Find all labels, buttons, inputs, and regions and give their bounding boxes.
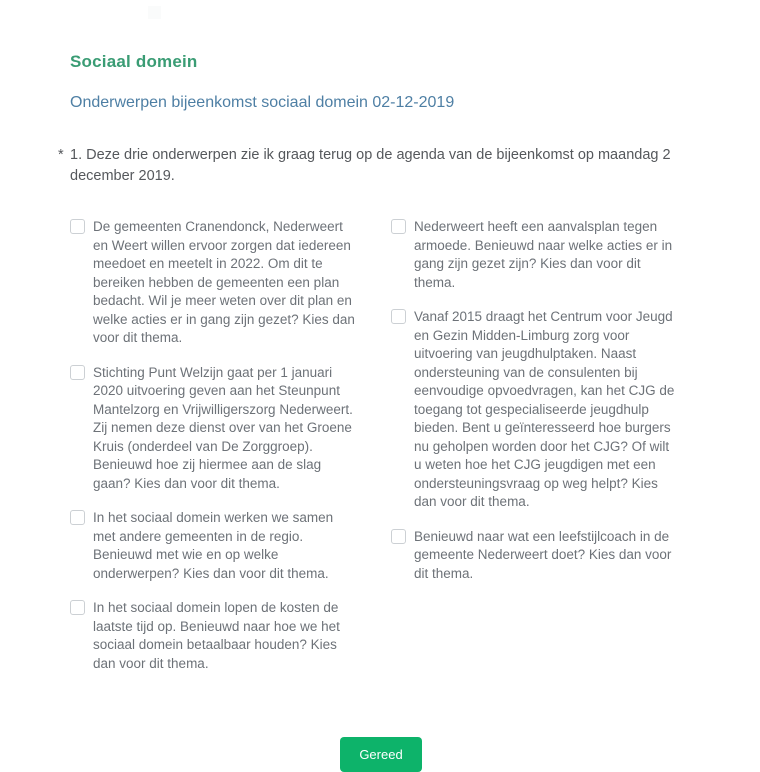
done-button[interactable]: Gereed — [340, 737, 421, 772]
answer-option-7[interactable] — [391, 528, 692, 584]
answer-option-label: De gemeenten Cranendonck, Nederweert en Weert willen ervoor zorgen dat iedereen meedoet en meetelt in 2022. Om dit te bereiken hebben de gemeenten een plan bedacht. Wil je meer weten over dit plan en welke acties er in gang zijn gezet? Kies dan voor dit thema. — [93, 219, 355, 346]
checkbox-icon[interactable] — [70, 600, 85, 615]
survey-title: Sociaal domein — [70, 52, 198, 71]
page-title: Onderwerpen bijeenkomst sociaal domein 02-12-2019 — [70, 94, 455, 111]
checkbox-icon[interactable] — [391, 219, 406, 234]
answer-option-4[interactable] — [70, 599, 371, 673]
question-label: 1. Deze drie onderwerpen zie ik graag terug op de agenda van de bijeenkomst op maandag 2 december 2019. — [70, 147, 671, 184]
question-heading — [58, 145, 692, 186]
answer-option-label: In het sociaal domein werken we samen met andere gemeenten in de regio. Benieuwd met wie en op welke onderwerpen? Kies dan voor dit thema. — [93, 510, 334, 581]
answer-option-3[interactable] — [70, 509, 371, 583]
answer-option-label: Stichting Punt Welzijn gaat per 1 januari 2020 uitvoering geven aan het Steunpunt Mantelzorg en Vrijwilligerszorg Nederweert. Zij nemen deze dienst over van het Groene Kruis (onderdeel van De Zorggroep). Benieuwd hoe zij hiermee aan de slag gaan? Kies dan voor dit thema. — [93, 364, 353, 491]
answer-option-2[interactable] — [70, 364, 371, 494]
checkbox-icon[interactable] — [70, 510, 85, 525]
faded-logo-placeholder — [148, 6, 161, 19]
options-column-right — [391, 218, 692, 689]
answer-option-label: Vanaf 2015 draagt het Centrum voor Jeugd en Gezin Midden-Limburg zorg voor uitvoering van jeugdhulptaken. Naast ondersteuning van de consulenten bij eenvoudige opvoedvragen, kan het CJG de toegang tot gespecialiseerde jeugdhulp bieden. Bent u geïnteresseerd hoe burgers nu geholpen worden door het CJG? Of wilt u weten hoe het CJG jeugdigen met een ondersteuningsvraag op weg helpt? Kies dan voor dit thema. — [414, 309, 675, 510]
answer-options — [70, 218, 692, 689]
answer-option-label: Benieuwd naar wat een leefstijlcoach in de gemeente Nederweert doet? Kies dan voor dit thema. — [414, 528, 672, 581]
footer — [70, 737, 692, 772]
options-column-left — [70, 218, 371, 689]
checkbox-icon[interactable] — [391, 529, 406, 544]
checkbox-icon[interactable] — [70, 365, 85, 380]
answer-option-6[interactable] — [391, 308, 692, 512]
answer-option-1[interactable] — [70, 218, 371, 348]
answer-option-label: In het sociaal domein lopen de kosten de laatste tijd op. Benieuwd naar hoe we het sociaal domein betaalbaar houden? Kies dan voor dit thema. — [93, 600, 340, 671]
answer-option-5[interactable] — [391, 218, 692, 292]
checkbox-icon[interactable] — [70, 219, 85, 234]
checkbox-icon[interactable] — [391, 309, 406, 324]
survey-page — [58, 52, 692, 772]
answer-option-label: Nederweert heeft een aanvalsplan tegen armoede. Benieuwd naar welke acties er in gang zijn gezet zijn? Kies dan voor dit thema. — [414, 219, 673, 290]
required-asterisk: * — [58, 147, 64, 163]
